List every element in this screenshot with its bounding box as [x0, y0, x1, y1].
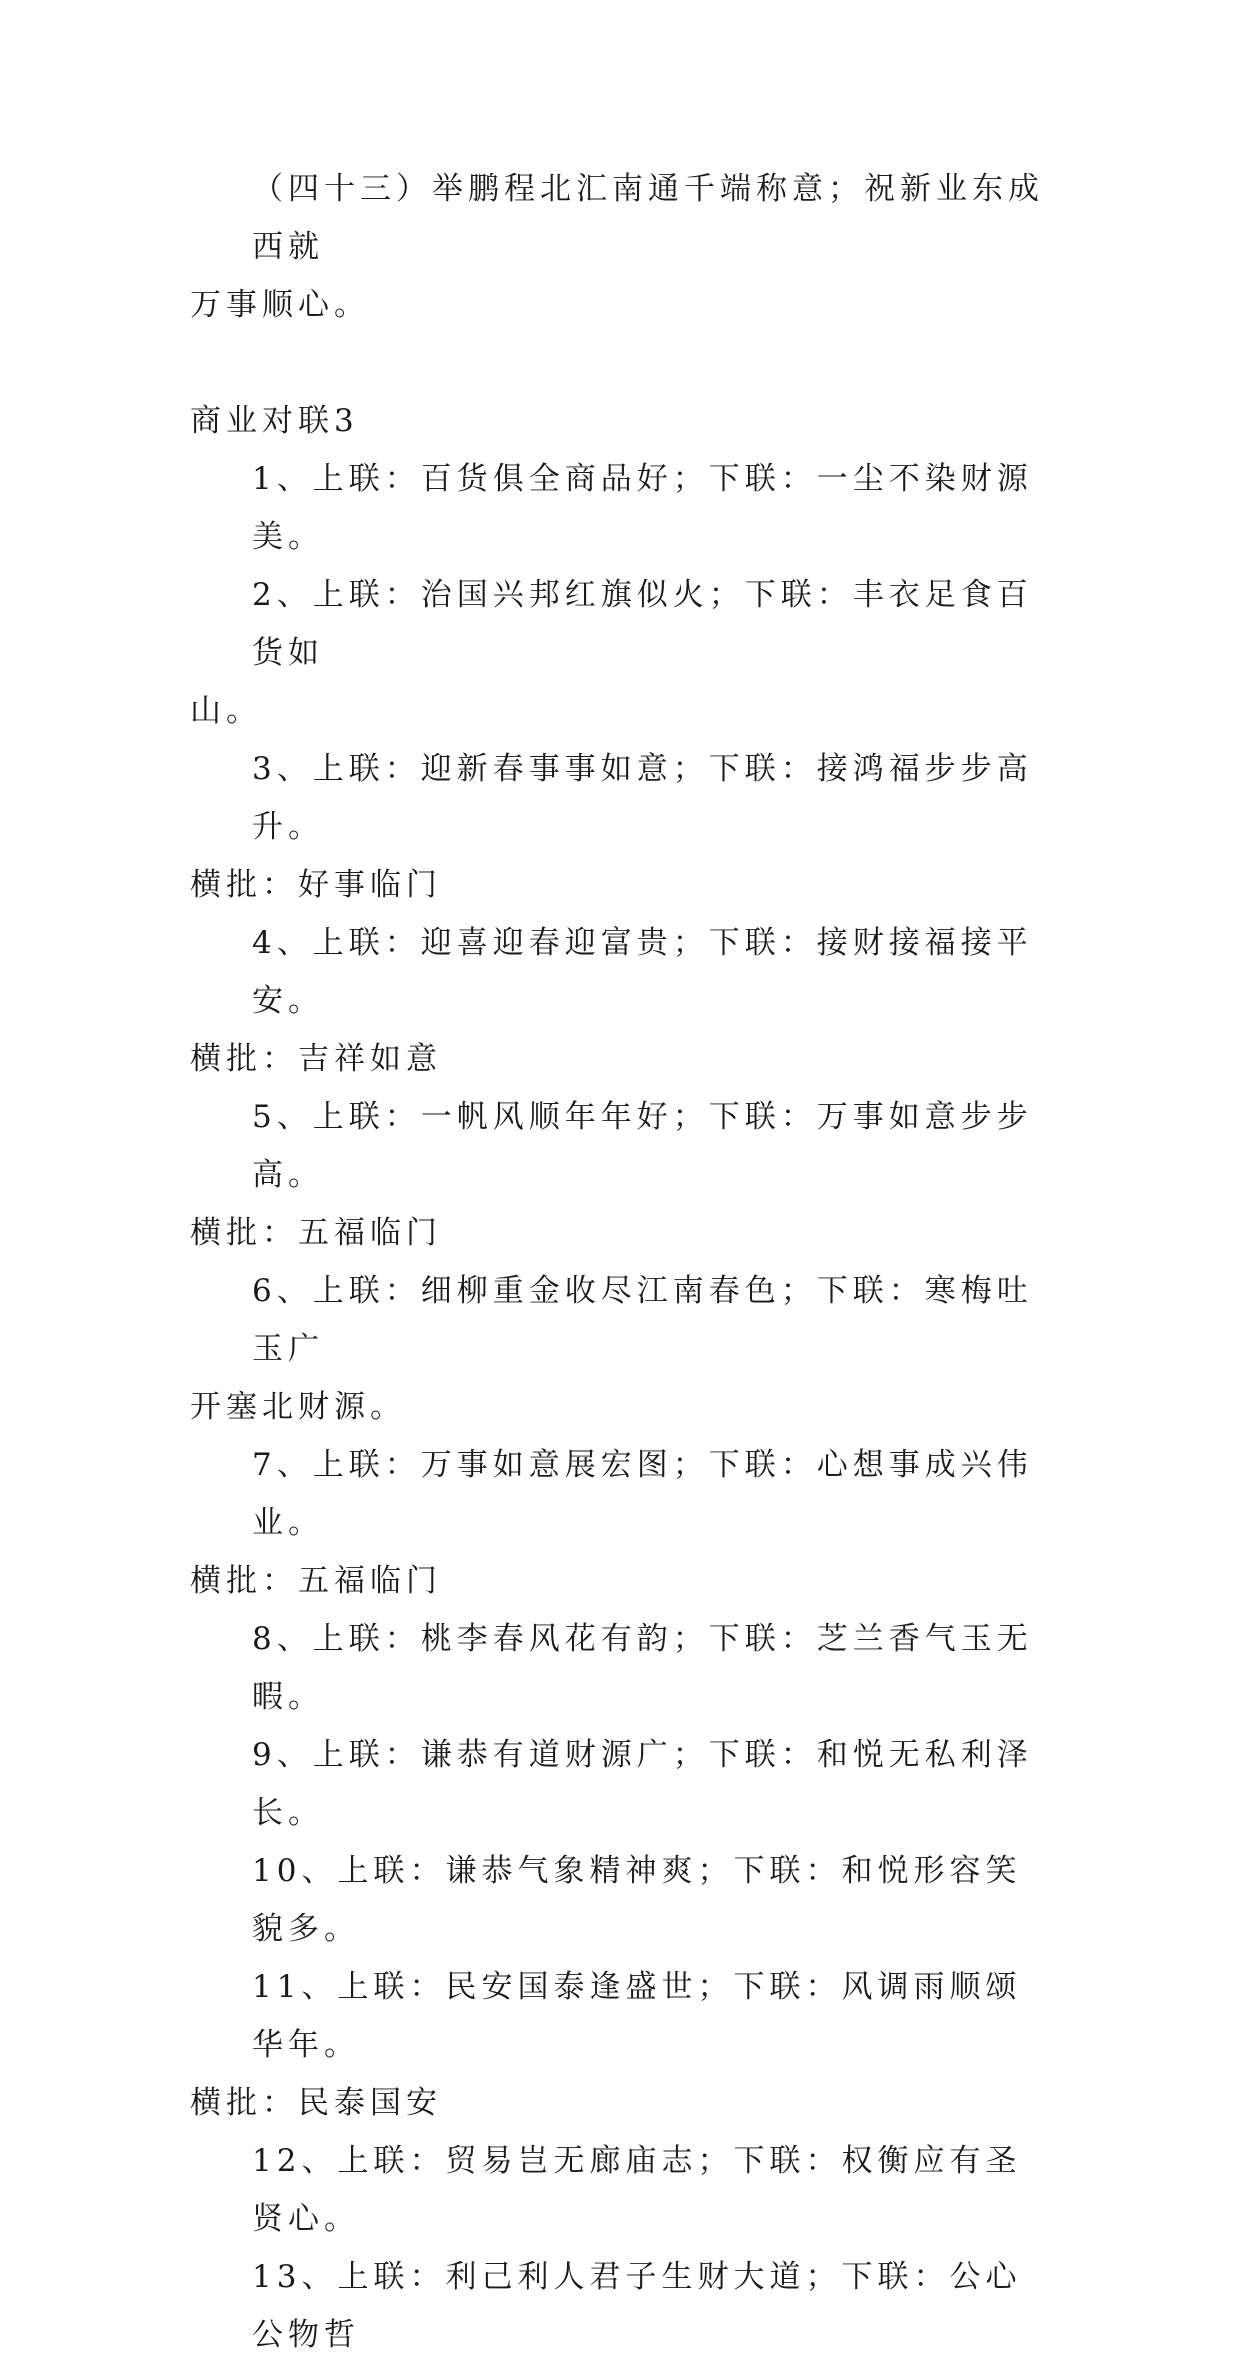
couplet-line: 7、上联：万事如意展宏图；下联：心想事成兴伟业。 [252, 1447, 1033, 1541]
couplet-item [190, 2248, 1050, 2364]
couplet-item [190, 914, 1050, 1088]
couplet-item [190, 566, 1050, 740]
couplet-continuation: 横批：吉祥如意 [190, 1041, 442, 1077]
couplet-line: 8、上联：桃李春风花有韵；下联：芝兰香气玉无暇。 [252, 1621, 1033, 1715]
couplet-continuation: 开塞北财源。 [190, 1389, 406, 1425]
couplet-line: 4、上联：迎喜迎春迎富贵；下联：接财接福接平安。 [252, 925, 1033, 1019]
intro-line-1: （四十三）举鹏程北汇南通千端称意；祝新业东成西就 [252, 171, 1044, 265]
couplet-line: 11、上联：民安国泰逢盛世；下联：风调雨顺颂华年。 [252, 1969, 1022, 2063]
couplet-item [190, 1436, 1050, 1610]
couplet-line: 1、上联：百货俱全商品好；下联：一尘不染财源美。 [252, 461, 1033, 555]
couplet-continuation: 横批：民泰国安 [190, 2085, 442, 2121]
couplet-continuation: 山。 [190, 693, 262, 729]
couplet-item [190, 450, 1050, 566]
intro-paragraph [190, 160, 1050, 334]
couplet-item [190, 1842, 1050, 1958]
couplet-continuation: 横批：五福临门 [190, 1563, 442, 1599]
couplet-item [190, 1958, 1050, 2132]
couplet-line: 5、上联：一帆风顺年年好；下联：万事如意步步高。 [252, 1099, 1033, 1193]
couplet-list [190, 450, 1050, 2364]
couplet-line: 9、上联：谦恭有道财源广；下联：和悦无私利泽长。 [252, 1737, 1033, 1831]
couplet-line: 2、上联：治国兴邦红旗似火；下联：丰衣足食百货如 [252, 577, 1033, 671]
couplet-item [190, 2132, 1050, 2248]
couplet-line: 12、上联：贸易岂无廊庙志；下联：权衡应有圣贤心。 [252, 2143, 1022, 2237]
couplet-continuation: 横批：好事临门 [190, 867, 442, 903]
couplet-line: 10、上联：谦恭气象精神爽；下联：和悦形容笑貌多。 [252, 1853, 1022, 1947]
couplet-item [190, 1726, 1050, 1842]
couplet-item [190, 740, 1050, 914]
section-title: 商业对联3 [190, 403, 359, 439]
couplet-item [190, 1262, 1050, 1436]
document-body [190, 160, 1050, 2364]
couplet-continuation: 横批：五福临门 [190, 1215, 442, 1251]
intro-line-2: 万事顺心。 [190, 287, 370, 323]
couplet-item [190, 1610, 1050, 1726]
couplet-line: 6、上联：细柳重金收尽江南春色；下联：寒梅吐玉广 [252, 1273, 1033, 1367]
couplet-item [190, 1088, 1050, 1262]
couplet-line: 13、上联：利己利人君子生财大道；下联：公心公物哲 [252, 2259, 1022, 2353]
paragraph-gap [190, 334, 1050, 392]
couplet-line: 3、上联：迎新春事事如意；下联：接鸿福步步高升。 [252, 751, 1033, 845]
